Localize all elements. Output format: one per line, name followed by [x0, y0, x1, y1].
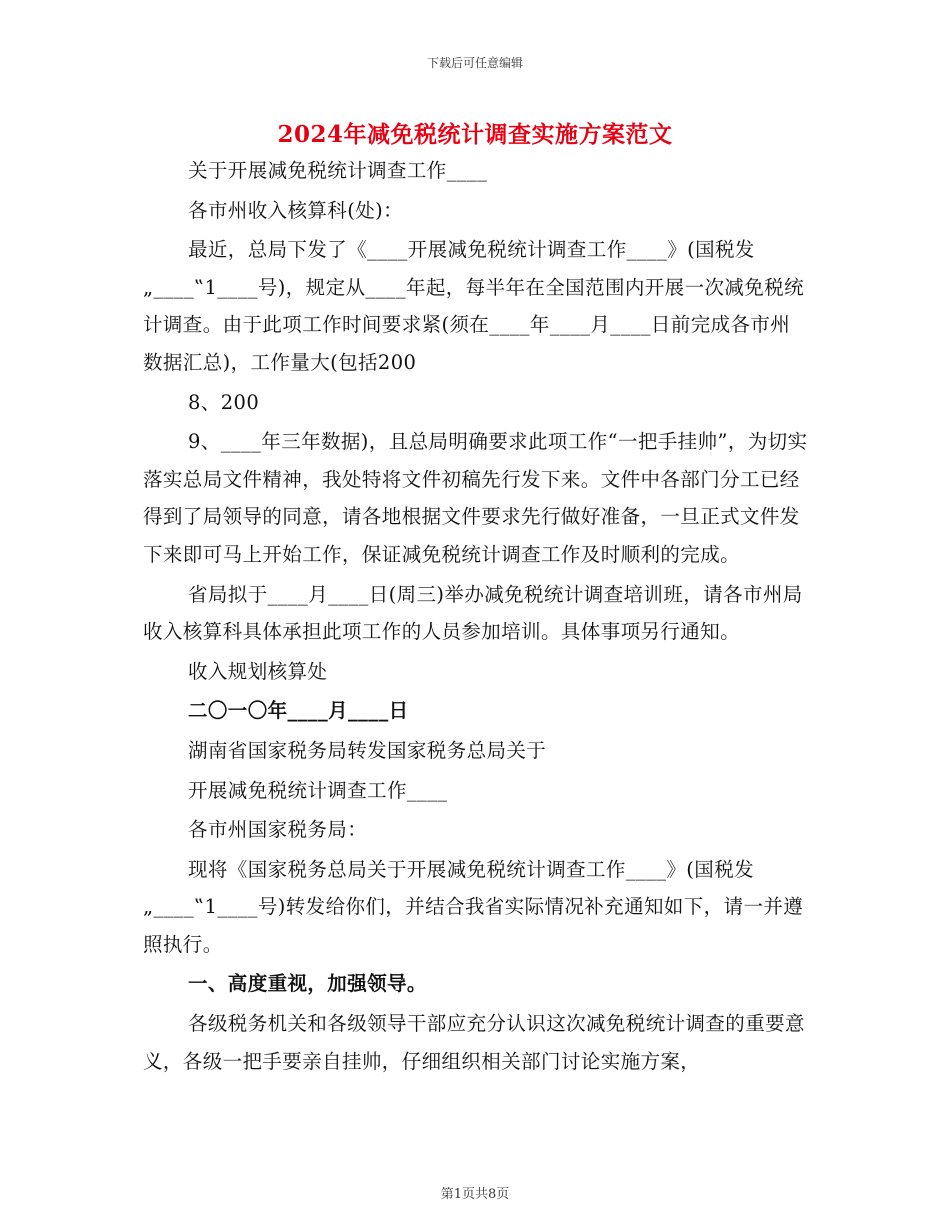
document-body — [143, 152, 808, 1082]
paragraph-forward-recipient: 各市州国家税务局： — [188, 818, 368, 842]
paragraph-issuing-office: 收入规划核算处 — [188, 659, 328, 683]
paragraph-training-notice: 省局拟于____月____日(周三)举办减免税统计调查培训班，请各市州局收入核算科具体承担此项工作的人员参加培训。具体事项另行通知。 — [143, 582, 803, 644]
paragraph-forward-body: 现将《国家税务总局关于开展减免税统计调查工作____》(国税发„____‟1____号)转发给你们，并结合我省实际情况补充通知如下，请一并遵照执行。 — [143, 857, 804, 956]
paragraph-list-item-9: 9、____年三年数据)，且总局明确要求此项工作“一把手挂帅”，为切实落实总局文件精神，我处特将文件初稿先行发下来。文件中各部门分工已经得到了局领导的同意，请各地根据文件要求先行做好准备，一旦正式文件发下来即可马上开始工作，保证减免税统计调查工作及时顺利的完成。 — [143, 430, 808, 566]
paragraph-date-line: 二〇一〇年____月____日 — [188, 699, 409, 723]
paragraph-list-item-8: 8、200 — [188, 390, 260, 414]
page-header-note: 下载后可任意编辑 — [426, 56, 523, 70]
paragraph-section-1-body: 各级税务机关和各级领导干部应充分认识这次减免税统计调查的重要意义，各级一把手要亲自挂帅，仔细组织相关部门讨论实施方案， — [143, 1012, 805, 1073]
section-heading-1: 一、高度重视，加强领导。 — [188, 972, 427, 996]
paragraph-forward-heading-2: 开展减免税统计调查工作____ — [188, 778, 448, 802]
paragraph-subject-line: 关于开展减免税统计调查工作____ — [188, 159, 488, 182]
paragraph-forward-heading-1: 湖南省国家税务局转发国家税务总局关于 — [188, 738, 547, 762]
document-title: 2024年减免税统计调查实施方案范文 — [277, 121, 673, 148]
paragraph-recipient: 各市州收入核算科(处)： — [188, 198, 404, 222]
page-number-footer: 第1页共8页 — [440, 1187, 510, 1202]
paragraph-notice-intro: 最近，总局下发了《____开展减免税统计调查工作____》(国税发„____‟1____号)，规定从____年起，每半年在全国范围内开展一次减免税统计调查。由于此项工作时间要求紧(须在____年____月____日前完成各市州数据汇总)，工作量大(包括200 — [143, 238, 804, 374]
